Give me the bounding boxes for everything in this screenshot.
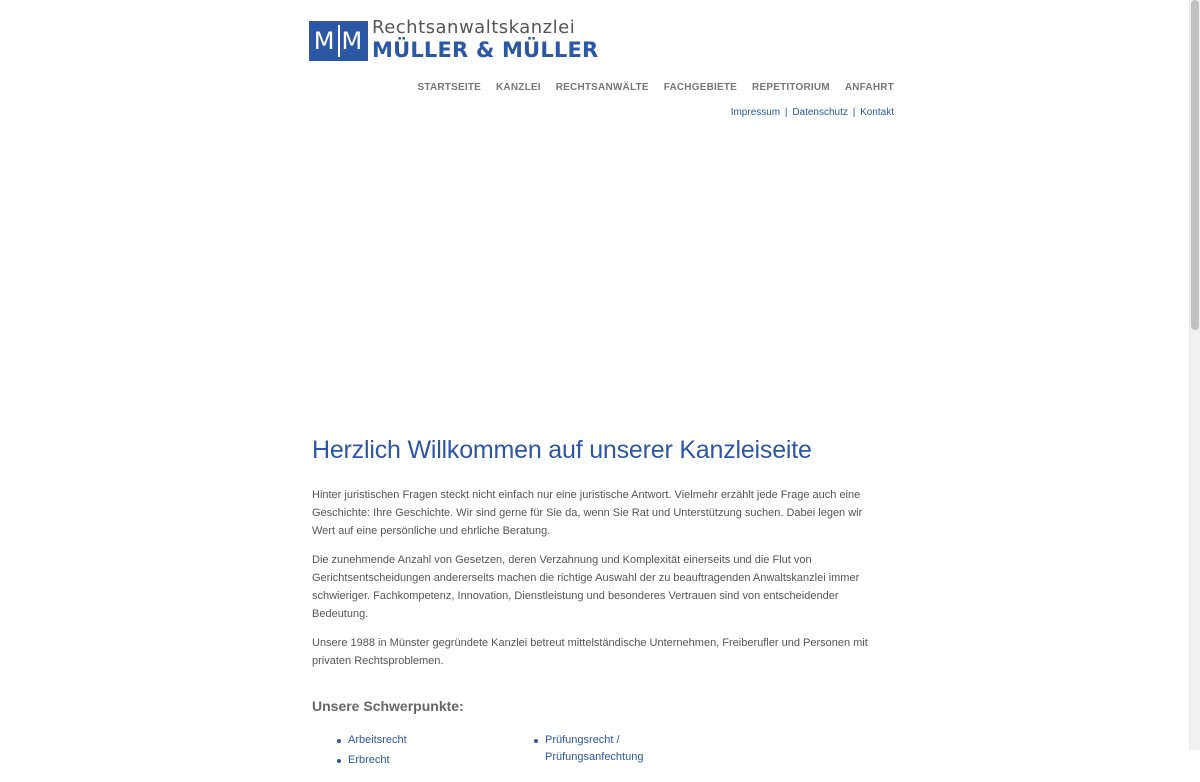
intro-paragraph: Hinter juristischen Fragen steckt nicht einfach nur eine juristische Antwort. Vielmehr erzählt jede Frage auch eine Geschichte: Ihre Geschichte. Wir sind gerne für Sie da, wenn Sie Rat und Unterstützung suchen. Dabei legen wir Wert auf eine persönliche und ehrliche Beratung. (312, 489, 863, 537)
nav-item-repetitorium[interactable]: REPETITORIUM (752, 82, 830, 93)
focus-list (312, 732, 882, 782)
focus-heading: Unsere Schwerpunkte: (312, 698, 464, 714)
meta-nav (731, 107, 894, 118)
logo-subtitle: Rechtsanwaltskanzlei (372, 17, 576, 38)
nav-item-anfahrt[interactable]: ANFAHRT (844, 82, 894, 93)
impressum-link[interactable]: Impressum (730, 107, 781, 118)
meta-nav-separator: | (852, 107, 856, 118)
logo-firm-name: MÜLLER & MÜLLER (372, 38, 599, 62)
logo-text (372, 17, 599, 62)
main-content (312, 436, 882, 782)
logo-mark-left: M (313, 27, 336, 55)
list-item (545, 732, 675, 766)
page-title: Herzlich Willkommen auf unserer Kanzleiseite (312, 436, 812, 464)
nav-item-fachgebiete[interactable]: FACHGEBIETE (663, 82, 738, 93)
page-scrollbar[interactable] (1189, 0, 1200, 750)
logo-mark (309, 21, 368, 61)
focus-column-1 (334, 732, 518, 772)
logo-mark-right: M (341, 27, 364, 55)
focus-column-2 (531, 732, 675, 769)
body-paragraph: Unsere 1988 in Münster gegründete Kanzlei betreut mittelständische Unternehmen, Freiberufler und Personen mit privaten Rechtsproblemen. (312, 637, 868, 667)
nav-item-kanzlei[interactable]: KANZLEI (496, 82, 541, 93)
focus-link-pruefungsrecht[interactable]: Prüfungsrecht / Prüfungsanfechtung (545, 734, 644, 763)
datenschutz-link[interactable]: Datenschutz (792, 107, 848, 118)
site-logo[interactable] (309, 17, 599, 62)
main-nav (418, 82, 894, 93)
meta-nav-separator: | (784, 107, 788, 118)
list-item (348, 752, 518, 769)
nav-item-startseite[interactable]: STARTSEITE (417, 82, 481, 93)
scrollbar-thumb[interactable] (1191, 0, 1199, 330)
kontakt-link[interactable]: Kontakt (860, 107, 894, 118)
focus-link-erbrecht[interactable]: Erbrecht (348, 754, 390, 766)
logo-mark-divider (338, 25, 340, 57)
nav-item-rechtsanwaelte[interactable]: RECHTSANWÄLTE (555, 82, 649, 93)
list-item (348, 732, 518, 749)
body-paragraph: Die zunehmende Anzahl von Gesetzen, deren Verzahnung und Komplexität einerseits und die Flut von Gerichtsentscheidungen andererseits machen die richtige Auswahl der zu beauftragenden Anwaltskanzlei immer schwieriger. Fachkompetenz, Innovation, Dienstleistung und besonderes Vertrauen sind von entscheidender Bedeutung. (312, 554, 860, 620)
focus-link-arbeitsrecht[interactable]: Arbeitsrecht (348, 734, 407, 746)
